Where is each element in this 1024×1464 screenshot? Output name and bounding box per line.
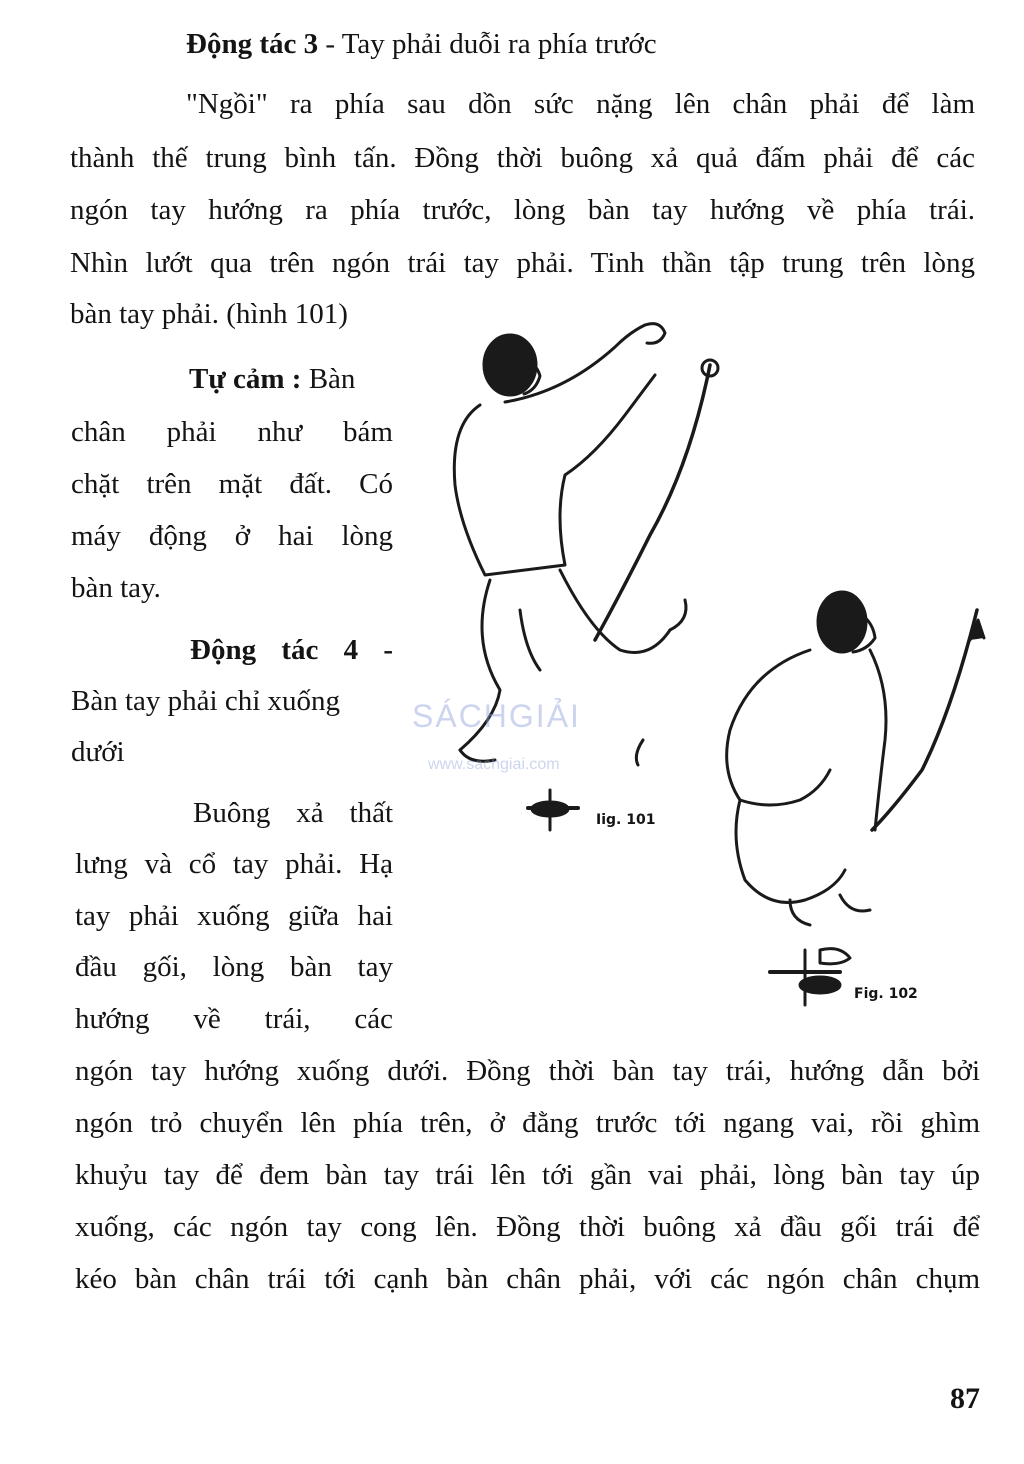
tucam-line-5: bàn tay. <box>71 572 161 604</box>
para1-line-3: ngón tay hướng ra phía trước, lòng bàn tay hướng về phía trái. <box>70 194 975 226</box>
fig-102-label: Fig. 102 <box>854 986 918 1002</box>
watermark-logo-text: SÁCHGIẢI <box>412 698 581 734</box>
para1-line-2: thành thế trung bình tấn. Đồng thời buông xả quả đấm phải để các <box>70 142 975 174</box>
watermark-url: www.sachgiai.com <box>428 756 560 773</box>
tucam-line-4: máy động ở hai lòng <box>71 520 393 552</box>
para2-narrow-line-1: Buông xả thất <box>193 797 393 829</box>
tai-chi-illustration <box>410 310 1020 1030</box>
tucam-first-line <box>189 353 355 405</box>
para1-line-1: "Ngồi" ra phía sau dồn sức nặng lên chân phải để làm <box>186 88 975 120</box>
tucam-line-2: chân phải như bám <box>71 416 393 448</box>
para1-line-5: bàn tay phải. (hình 101) <box>70 298 348 330</box>
section-heading-3 <box>186 18 657 70</box>
fig-101-label: Iig. 101 <box>596 812 656 828</box>
fig-102-figure <box>727 592 984 1005</box>
para2-narrow-line-5: hướng về trái, các <box>75 1003 393 1035</box>
para2-full-line-5: kéo bàn chân trái tới cạnh bàn chân phải, với các ngón chân chụm <box>75 1263 980 1295</box>
para2-full-line-2: ngón trỏ chuyển lên phía trên, ở đằng trước tới ngang vai, rồi ghìm <box>75 1107 980 1139</box>
tucam-line-1: Bàn <box>308 363 356 395</box>
para2-full-line-3: khuỷu tay để đem bàn tay trái lên tới gần vai phải, lòng bàn tay úp <box>75 1159 980 1191</box>
tucam-label: Tự cảm : <box>189 363 302 395</box>
para2-narrow-line-2: lưng và cổ tay phải. Hạ <box>75 848 393 880</box>
section-heading-4: Động tác 4 - <box>190 634 393 666</box>
para2-narrow-line-3: tay phải xuống giữa hai <box>75 900 393 932</box>
sachgiai-watermark <box>410 682 610 782</box>
para2-narrow-line-4: đầu gối, lòng bàn tay <box>75 951 393 983</box>
heading-4-sub-2: dưới <box>71 736 125 768</box>
para1-line-4: Nhìn lướt qua trên ngón trái tay phải. Tinh thần tập trung trên lòng <box>70 247 975 279</box>
page-number: 87 <box>950 1382 980 1415</box>
heading-3-rest: - Tay phải duỗi ra phía trước <box>318 28 657 60</box>
figure-drawing <box>410 310 1020 1030</box>
para2-full-line-1: ngón tay hướng xuống dưới. Đồng thời bàn tay trái, hướng dẫn bởi <box>75 1055 980 1087</box>
heading-4-sub-1: Bàn tay phải chỉ xuống <box>71 685 341 717</box>
para2-full-line-4: xuống, các ngón tay cong lên. Đồng thời buông xả đầu gối trái để <box>75 1211 980 1243</box>
heading-3-title: Động tác 3 <box>186 28 319 60</box>
tucam-line-3: chặt trên mặt đất. Có <box>71 468 393 500</box>
